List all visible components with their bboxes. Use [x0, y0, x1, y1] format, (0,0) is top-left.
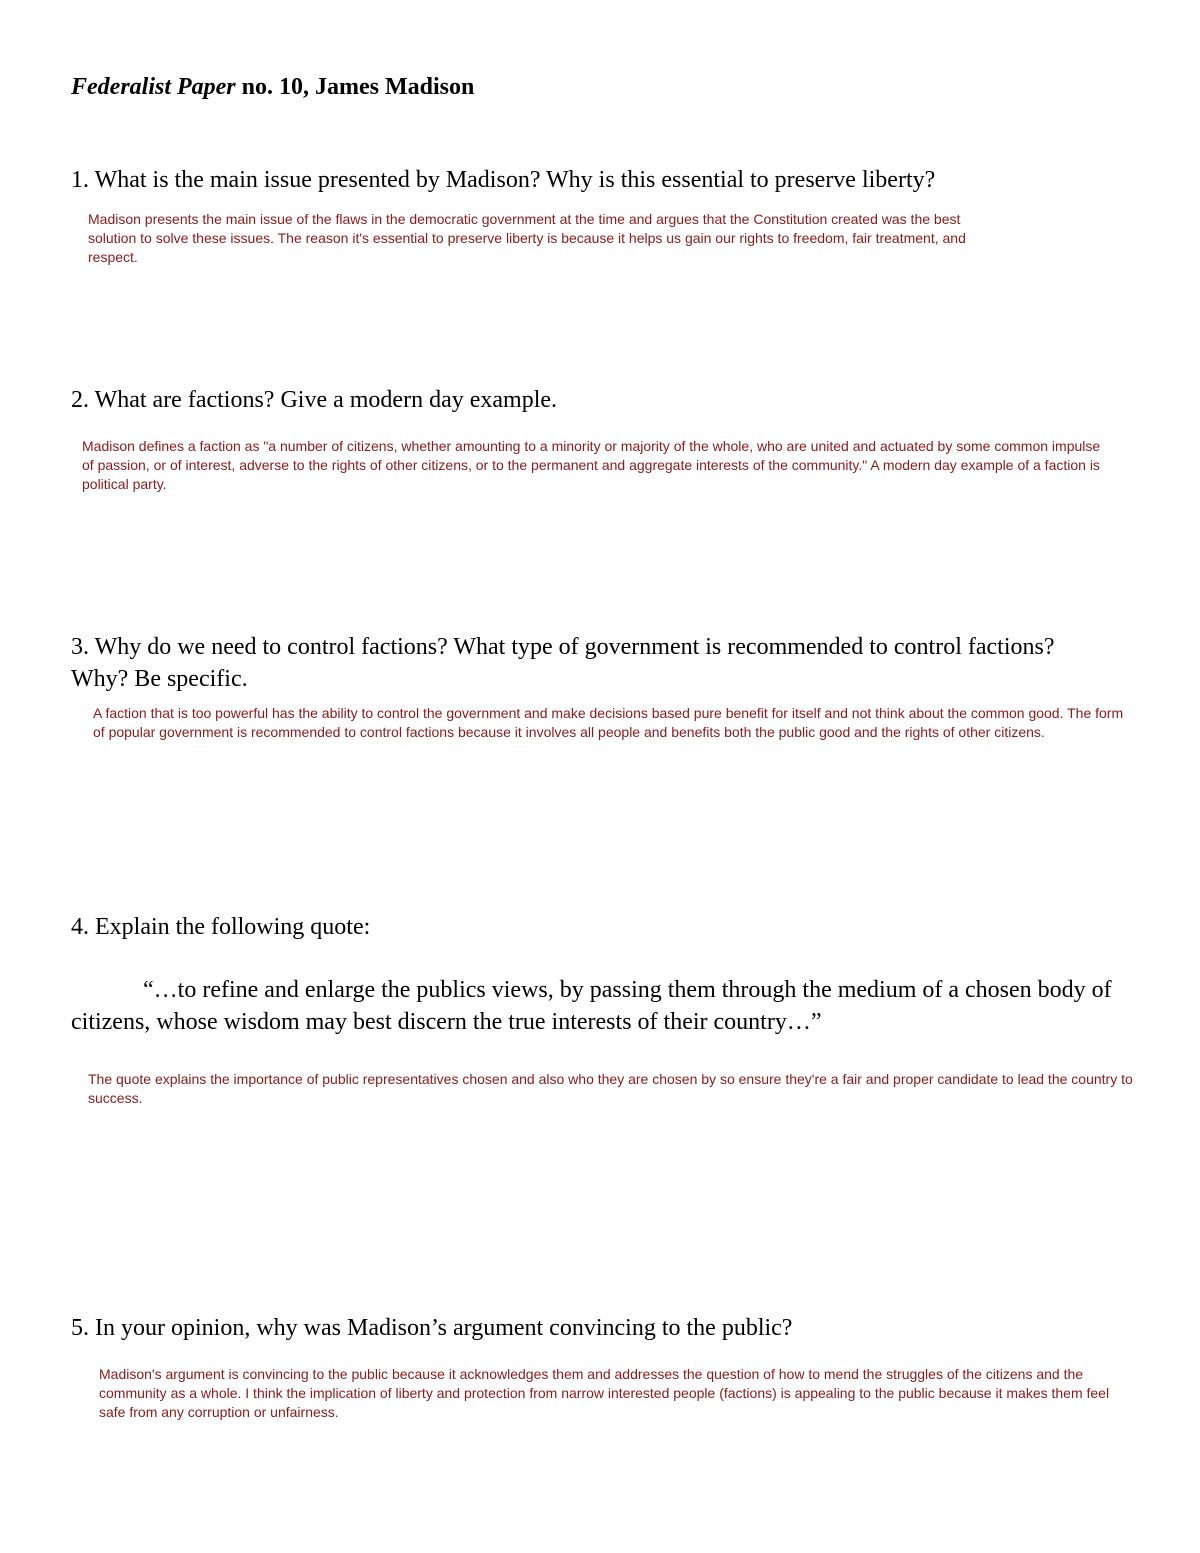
question-3: 3. Why do we need to control factions? What type of government is recommended to control factions? Why? Be specific. [71, 634, 1055, 692]
question-1: 1. What is the main issue presented by Madison? Why is this essential to preserve liberty? [71, 167, 936, 193]
document-title [71, 74, 474, 101]
answer-5: Madison's argument is convincing to the public because it acknowledges them and addresses the question of how to mend the struggles of the citizens and the community as a whole. I think the implication of liberty and protection from narrow interested people (factions) is appealing to the public because it makes them feel safe from any corruption or unfairness. [99, 1366, 1110, 1420]
answer-2: Madison defines a faction as "a number of citizens, whether amounting to a minority or majority of the whole, who are united and actuated by some common impulse of passion, or of interest, adverse to the rights of other citizens, or to the permanent and aggregate interests of the community." A modern day example of a faction is political party. [82, 438, 1101, 492]
question-4: 4. Explain the following quote: [71, 914, 371, 940]
document-title-italic: Federalist Paper [71, 74, 236, 100]
answer-1: Madison presents the main issue of the flaws in the democratic government at the time and argues that the Constitution created was the best solution to solve these issues. The reason it's essential to preserve liberty is because it helps us gain our rights to freedom, fair treatment, and respect. [88, 211, 966, 265]
answer-3: A faction that is too powerful has the ability to control the government and make decisions based pure benefit for itself and not think about the common good. The form of popular government is recommended to control factions because it involves all people and benefits both the public good and the rights of other citizens. [93, 705, 1124, 740]
answer-4: The quote explains the importance of public representatives chosen and also who they are chosen by so ensure they're a fair and proper candidate to lead the country to success. [88, 1071, 1133, 1106]
document-title-rest: no. 10, James Madison [235, 74, 475, 100]
question-5: 5. In your opinion, why was Madison’s argument convincing to the public? [71, 1315, 793, 1341]
question-2: 2. What are factions? Give a modern day example. [71, 387, 558, 413]
quote-text: “…to refine and enlarge the publics views, by passing them through the medium of a chosen body of citizens, whose wisdom may best discern the true interests of their country…” [71, 977, 1112, 1035]
